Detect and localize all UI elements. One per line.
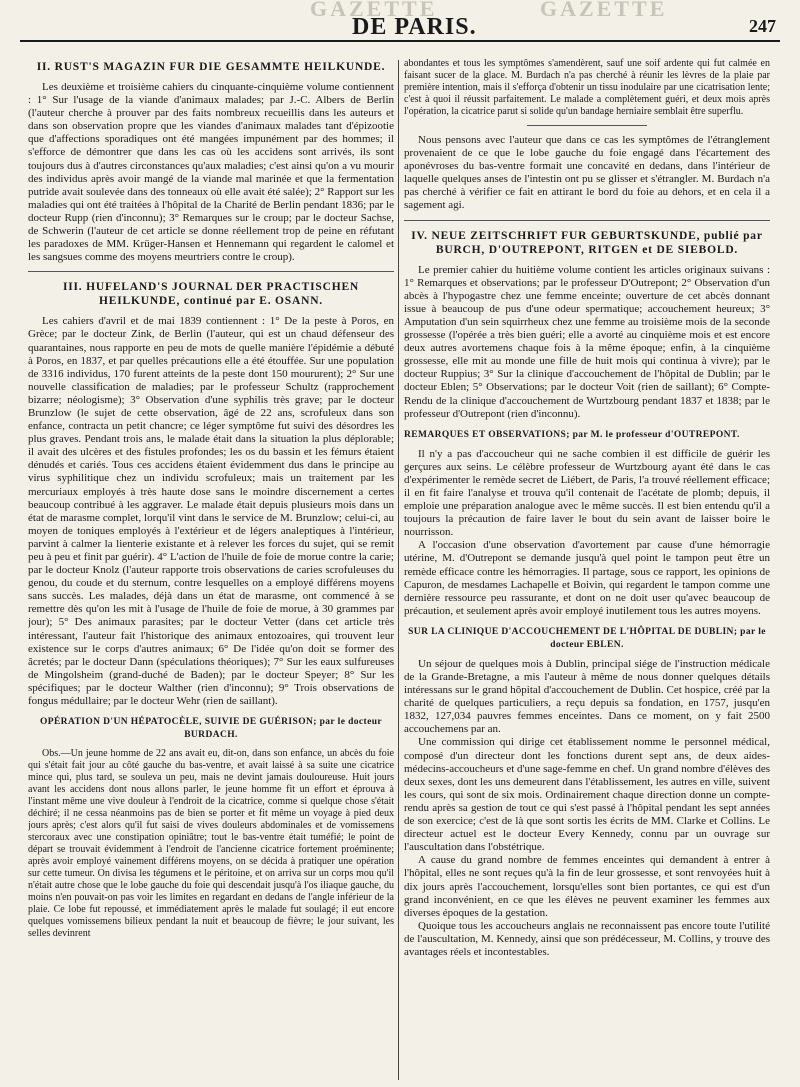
left-column bbox=[28, 58, 394, 1080]
page-number: 247 bbox=[749, 16, 776, 36]
section-rule bbox=[404, 220, 770, 221]
paragraph: A cause du grand nombre de femmes enceintes qui demandent à entrer à l'hôpital, elles ne sont reçues qu'à la fin de leur grossesse, et sont renvoyées huit à dix jours après l'accouchement, lorsqu'elles sont bien portantes, ce qui est d'un grand inconvénient, en ce que les élèves ne peuvent examiner les femmes aux diverses époques de la gestation. bbox=[404, 854, 770, 919]
section-rule bbox=[28, 271, 394, 272]
section-text: Les deuxième et troisième cahiers du cinquante-cinquième volume contiennent : 1° Sur l'usage de la viande d'animaux malades; par J.-C. Albers de Berlin (l'auteur cherche à prouver par des faits nombreux recueillis dans les auteurs et dans son observation propre que les viandes d'animaux malades tant d'épizootie que d'affections sporadiques ont été mangées impunément par des hommes; il s'efforce de démontrer que dans les cas où les accidens sont arrivés, ils sont toujours dus à d'autres circonstances qu'aux maladies; c'est ainsi qu'on a vu mourir des individus après avoir mangé de la viande mal marinée et que la fermentation putride avait soulevée dans des tonneaux où elle avait été salée); 2° Rapport sur les maladies qui ont été traitées à l'hôpital de la Charité de Berlin pendant 1836; par le docteur Rupp (rien d'inconnu); 3° Remarques sur le croup; par le docteur Sachse, de Schwerin (l'auteur de cet article se donne réellement trop de peine en réfutant les paradoxes de MM. Krüger-Hansen et Hennemann qui regardent le calomel et les sangsues comme des moyens meurtriers contre le croup). bbox=[28, 81, 394, 264]
paragraph: Une commission qui dirige cet établissement nomme le personnel médical, composé d'un directeur dont les fonctions durent sept ans, de deux aides-médecins-accoucheurs et d'une sage-femme en chef. Un grand nombre d'élèves des deux sexes, dont les uns demeurent dans l'établissement, les autres en ville, suivent les cours, qui sont de six mois. Ordinairement chaque direction donne un compte-rendu après sa gestion de tout ce qui s'est passé à l'hôpital pendant les sept années de son exercice; c'est de là que sont sortis les écrits de MM. Clarke et Collins. Le directeur actuel est le docteur Every Kennedy, connu par un ouvrage sur l'auscultation dans l'obstétrique. bbox=[404, 736, 770, 854]
page-header bbox=[20, 0, 780, 42]
bleed-through-text: GAZETTE bbox=[310, 0, 438, 21]
section-heading: IV. NEUE ZEITSCHRIFT FUR GEBURTSKUNDE, publié par BURCH, D'OUTREPONT, RITGEN et DE SIEBOLD. bbox=[411, 229, 763, 256]
subsection-heading: REMARQUES ET OBSERVATIONS; par M. le professeur d'OUTREPONT. bbox=[404, 429, 740, 440]
section-text: Le premier cahier du huitième volume contient les articles originaux suivans : 1° Remarques et observations; par le professeur D'Outrepont; 2° Observation d'un abcès à l'hypogastre chez une femme enceinte; ouverture de cet abcès donnant issue à beaucoup de pus d'une odeur spermatique; accouchement heureux; 3° Amputation d'un sein squirrheux chez une femme au troisième mois de la seconde grossesse (l'opérée a très bien guéri; elle a avorté au cinquième mois et est encore deux autres avortemens chaque fois à la même époque; enfin, à la cinquième grossesse, elle mit au monde une fille de huit mois qui continua à vivre); par le docteur Ruppius; 3° Sur la clinique d'accouchement de l'hôpital de Dublin; par le docteur Eblen; 5° Observations; par le docteur Voit (rien de saillant); 6° Compte-Rendu de la clinique d'accouchement de Wurtzbourg pendant 1837 et 1838; par le professeur d'Outrepont (rien d'inconnu). bbox=[404, 263, 770, 420]
section-heading: II. RUST'S MAGAZIN FUR DIE GESAMMTE HEILKUNDE. bbox=[36, 61, 386, 73]
paragraph: Un séjour de quelques mois à Dublin, principal siége de l'instruction médicale de la Grande-Bretagne, a mis l'auteur à même de nous donner quelques détails intéressans sur le grand hôpital d'accouchement de Dublin. Cet hospice, créé par la charité de quelques particuliers, a reçu depuis sa fondation, en 1757, jusqu'en 1832, 127,034 pauvres femmes enceintes. Dans ce moment, on y fait 2500 accouchemens par an. bbox=[404, 657, 770, 736]
paragraph: Quoique tous les accoucheurs anglais ne reconnaissent pas encore toute l'utilité de l'auscultation, M. Kennedy, ainsi que son prédécesseur, M. Collins, y trouve des avantages réels et incontestables. bbox=[404, 919, 770, 958]
paragraph: Il n'y a pas d'accoucheur qui ne sache combien il est difficile de guérir les gerçures aux seins. Le célèbre professeur de Wurtzbourg ayant été dans le cas d'expérimenter le remède secret de Liébert, de Paris, l'a trouvé réellement efficace; il en fit faire l'analyse et trouva qu'il contenait de l'acétate de plomb; depuis, il emploie une préparation analogue avec le même succès. Il est bien entendu qu'il a toujours la précaution de faire laver le bout du sein avant de laisser boire le nourrisson. bbox=[404, 447, 770, 539]
paragraph: A l'occasion d'une observation d'avortement par cause d'une hémorragie utérine, M. d'Outrepont se demande jusqu'à quel point le tampon peut être un remède efficace contre les hémorragies. Il partage, sous ce rapport, les opinions de Capuron, de mesdames Lachapelle et Boivin, qui regardent le tampon comme une dernière ressource peu rassurante, et dont on ne doit user qu'avec beaucoup de précaution, et seulement après avoir employé inutilement tous les autres moyens. bbox=[404, 539, 770, 617]
header-title: DE PARIS. bbox=[352, 14, 477, 40]
continuation-text: abondantes et tous les symptômes s'amendèrent, sauf une soif ardente qui fut calmée en faisant sucer de la glace. M. Burdach n'a pas cherché à réunir les lèvres de la plaie par première intention, mais il s'efforça d'obtenir un tissu inodulaire par une cicatrisation lente; c'est à quoi il réussit parfaitement. Le malade a complètement guéri, et deux mois après l'opération, la cicatrice parut si solide qu'un bandage herniaire semblait être superflu. bbox=[404, 58, 770, 117]
separator-rule bbox=[527, 125, 647, 126]
section-heading: III. HUFELAND'S JOURNAL DER PRACTISCHEN HEILKUNDE, continué par E. OSANN. bbox=[62, 281, 360, 308]
section-text: Les cahiers d'avril et de mai 1839 contiennent : 1° De la peste à Poros, en Grèce; par le docteur Zink, de Berlin (l'auteur, qui est un chaud défenseur des quarantaines, nous rapporte en peu de mots de quelle manière l'épidémie a débuté à Poros, en 1837, et par quelles précautions elle a été étouffée. Sur une population de 3316 individus, 170 furent atteints de la peste dont 150 moururent); 2° Sur une nouvelle classification de maladies; par le professeur Schultz (rapprochement bizarre; néologisme); 3° Observation d'une syphilis très grave; par le docteur Brunzlow (le sujet de cette observation, âgé de 22 ans, scrofuleux dans son enfance, contracta un petit chancre; ce léger symptôme fut suivi des désordres les plus graves. Pendant trois ans, le malade était dans la situation la plus déplorable; il avait des ulcères et des fistules profondes; les os du bassin et les fémurs étaient dénudés et cariés. Tous ces accidens étaient évidemment dus dans le principe au virus syphilitique chez un individu scrofuleux; mais un traitement par les mercuriaux employés à très haute dose sans le moindre discernement a certes beaucoup contribué à les aggraver. Le malade était depuis plusieurs mois dans un état de marasme complet, lorqu'il vint dans le service de M. Brunzlow; celui-ci, au moyen de toniques employés à l'extérieur et de légers analeptiques à l'intérieur, parvint à calmer la lienterie existante et à relever les forces du sujet, qui se remit peu à peu et finit par guérir). 4° L'action de l'huile de foie de morue contre la carie; par le docteur Knolz (l'auteur rapporte trois observations de caries scrofuleuses du genou, du coude et du sternum, contre lesquelles on a employé différens moyens sans succès. Les malades, déjà dans un état de marasme, ont commencé à se remettre dès qu'on les mit à l'usage de l'huile de foie de morue, à 30 grammes par jour); 5° Des animaux parasites; par le docteur Vetter (dans cet article très intéressant, l'auteur fait l'historique des animaux entozoaires, qui trouvent leur existence sur le corps d'autres animaux; 6° De l'idée qu'on doit se former des âcretés; par le docteur Dann (spéculations théoriques); 7° Sur les eaux sulfureuses de Mingolsheim (grand-duché de Baden); par le docteur Speyer; 8° Sur les spécifiques; par le docteur Walther (rien d'inconnu); 9° Trois observations de fongus médullaire; par le docteur Wehr (rien de saillant). bbox=[28, 315, 394, 708]
bleed-through-text: GAZETTE bbox=[540, 0, 668, 21]
observation-text: Obs.—Un jeune homme de 22 ans avait eu, dit-on, dans son enfance, un abcès du foie qui s'était fait jour au côté gauche du bas-ventre, et avait laissé à sa suite une cicatrice mince qui, plus tard, se souleva un peu, mais ne devint jamais douloureuse. Huit jours avant les accidens dont nous allons parler, le jeune homme fit un effort et éprouva à l'instant même une vive douleur à l'endroit de la cicatrice, comme si quelque chose s'était déchiré; il ne cessa néanmoins pas de bien se porter et fit même un voyage à pied deux jours après; c'est alors qu'il fut saisi de vives douleurs abdominales et de vomissemens stercoraux avec une constipation opiniâtre; tout le bas-ventre était tuméfié; le point de départ se trouvait évidemment à l'endroit de l'ancienne cicatrice fortement proéminente; après avoir employé vainement différens moyens, on se décida à pratiquer une opération sur cette tumeur. On divisa les tégumens et le péritoine, et on arriva sur un corps mou qu'il n'était autre chose que le lobe gauche du foie qui descendait jusqu'à l'os iliaque gauche, du moins n'en pouvait-on pas voir les limites en regardant en dedans de l'angle inférieur de la plaie. Ce lobe fut repoussé, et immédiatement après le malade fut soulagé; il eut encore quelques vomissemens bilieux pendant la nuit et beaucoup de fièvre; le jour suivant, les selles devinrent bbox=[28, 748, 394, 940]
subsection-heading: SUR LA CLINIQUE D'ACCOUCHEMENT DE L'HÔPITAL DE DUBLIN; par le docteur EBLEN. bbox=[408, 626, 766, 650]
paragraph: Nous pensons avec l'auteur que dans ce cas les symptômes de l'étranglement provenaient de ce que le lobe gauche du foie engagé dans l'écartement des aponévroses du bas-ventre formait une concavité en dedans, dans l'intérieur de laquelle quelques anses de l'intestin ont pu se glisser et s'étrangler. M. Burdach n'a pas cherché à vérifier ce fait en attirant le bord du foie au dehors, et en cela il a sagement agi. bbox=[404, 134, 770, 212]
right-column bbox=[404, 58, 770, 1080]
subsection-heading: OPÉRATION D'UN HÉPATOCÈLE, SUIVIE DE GUÉRISON; par le docteur BURDACH. bbox=[39, 717, 383, 741]
column-divider bbox=[398, 60, 399, 1080]
